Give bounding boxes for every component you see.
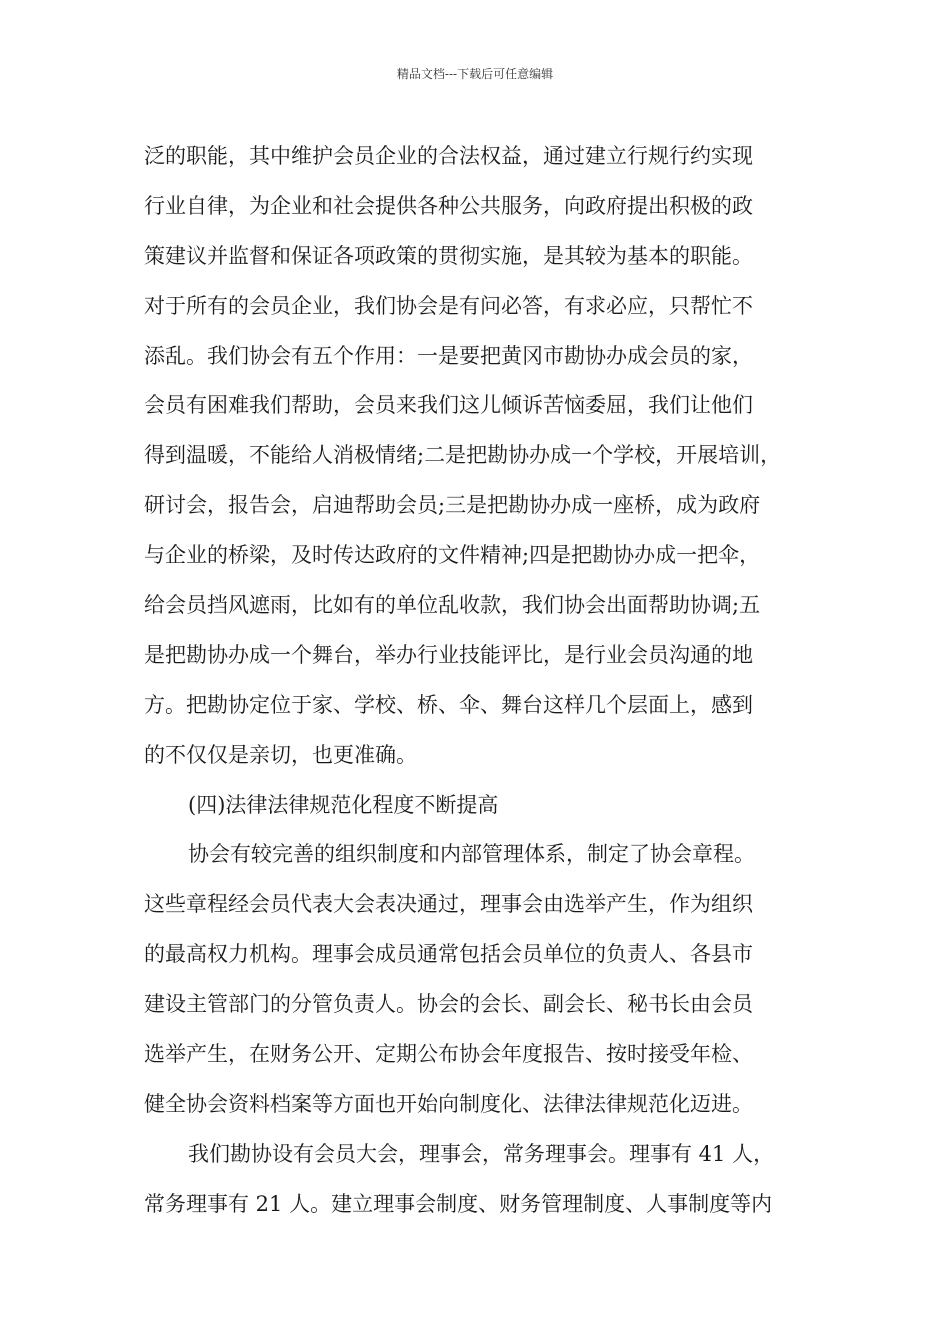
text-line: 添乱。我们协会有五个作用：一是要把黄冈市勘协办成会员的家， bbox=[144, 343, 753, 368]
text-line: 建设主管部门的分管负责人。协会的会长、副会长、秘书长由会员 bbox=[144, 992, 753, 1017]
text-line: 泛的职能，其中维护会员企业的合法权益，通过建立行规行约实现 bbox=[144, 144, 753, 168]
text-line: 研讨会，报告会，启迪帮助会员;三是把勘协办成一座桥，成为政府 bbox=[144, 493, 761, 518]
text-line: 给会员挡风遮雨，比如有的单位乱收款，我们协会出面帮助协调;五 bbox=[144, 593, 761, 618]
paragraph-start-line: 协会有较完善的组织制度和内部管理体系，制定了协会章程。 bbox=[188, 842, 755, 867]
text-line: 得到温暖，不能给人消极情绪;二是把勘协办成一个学校，开展培训， bbox=[144, 443, 782, 468]
text-line: 与企业的桥梁，及时传达政府的文件精神;四是把勘协办成一把伞， bbox=[144, 543, 761, 568]
text-line: 对于所有的会员企业，我们协会是有问必答，有求必应，只帮忙不 bbox=[144, 293, 753, 318]
document-body bbox=[144, 132, 834, 1230]
text-line: 的不仅仅是亲切，也更准确。 bbox=[144, 742, 417, 767]
text-line: 策建议并监督和保证各项政策的贯彻实施，是其较为基本的职能。 bbox=[144, 243, 753, 268]
text-line: 方。把勘协定位于家、学校、桥、伞、舞台这样几个层面上，感到 bbox=[144, 692, 753, 717]
paragraph-start-line: 我们勘协设有会员大会，理事会，常务理事会。理事有 41 人， bbox=[188, 1141, 775, 1166]
text-line: 常务理事有 21 人。建立理事会制度、财务管理制度、人事制度等内 bbox=[144, 1191, 773, 1216]
text-line: 会员有困难我们帮助，会员来我们这儿倾诉苦恼委屈，我们让他们 bbox=[144, 393, 753, 418]
text-line: 这些章程经会员代表大会表决通过，理事会由选举产生，作为组织 bbox=[144, 892, 753, 917]
text-line: 行业自律，为企业和社会提供各种公共服务，向政府提出积极的政 bbox=[144, 193, 753, 218]
text-line: 是把勘协办成一个舞台，举办行业技能评比，是行业会员沟通的地 bbox=[144, 642, 753, 667]
text-line: 选举产生，在财务公开、定期公布协会年度报告、按时接受年检、 bbox=[144, 1042, 753, 1067]
page-header: 精品文档---下载后可任意编辑 bbox=[396, 67, 554, 81]
text-line: 的最高权力机构。理事会成员通常包括会员单位的负责人、各县市 bbox=[144, 942, 753, 967]
text-line: 健全协会资料档案等方面也开始向制度化、法律法律规范化迈进。 bbox=[144, 1091, 753, 1116]
section-heading: (四)法律法律规范化程度不断提高 bbox=[188, 792, 499, 817]
